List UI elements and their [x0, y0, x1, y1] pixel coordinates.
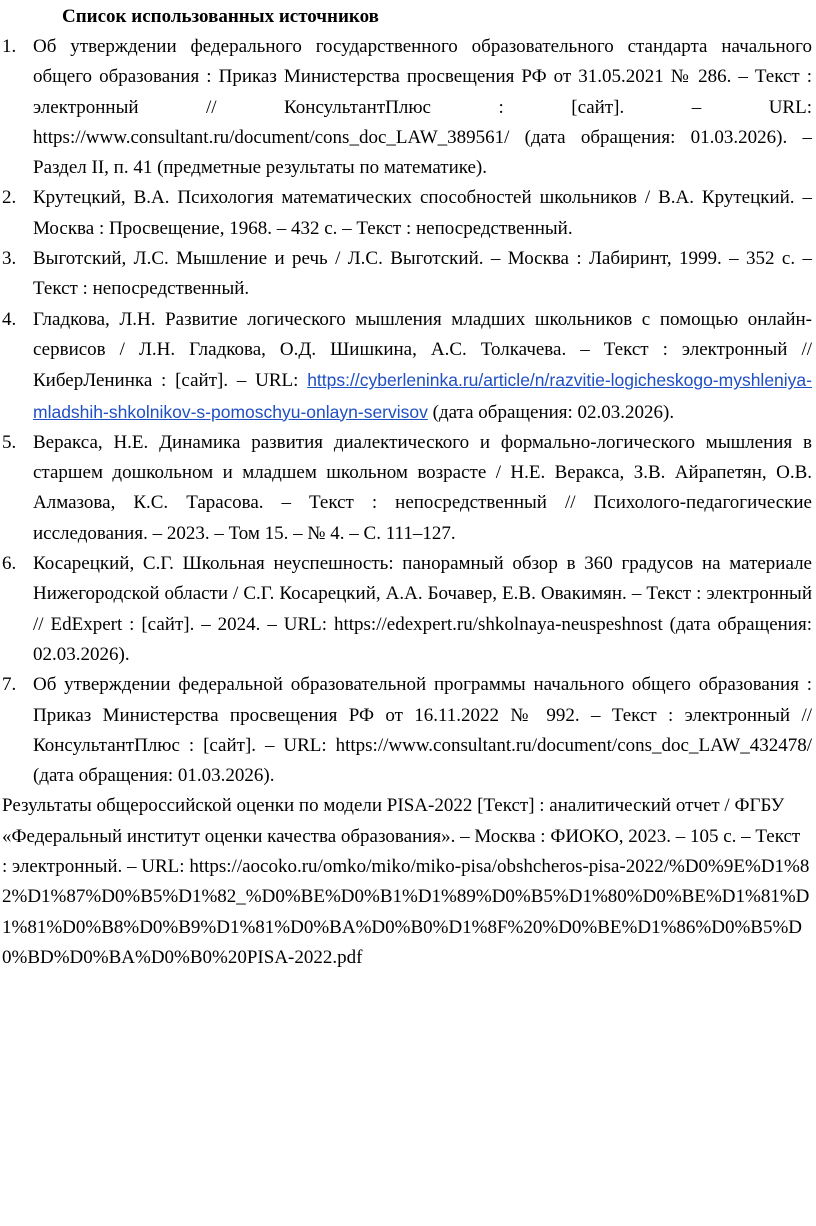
reference-text: Об утверждении федерального государственного образовательного стандарта начального общего образования : Приказ Министерства просвещения РФ от 31.05.2021 № 286. – Текст : электронный // КонсультантПлюс : [сайт]. – URL: https://www.consultant.ru/document/cons_doc_LAW_389561/ (дата обращения: 01.03.2026). – Раздел II, п. 41 (предметные результаты по математике). — [33, 36, 812, 179]
reference-text: Веракса, Н.Е. Динамика развития диалектического и формально-логического мышления в старшем дошкольном и младшем школьном возрасте / Н.Е. Веракса, З.В. Айрапетян, О.В. Алмазова, К.С. Тарасова. – Текст : непосредственный // Психолого-педагогические исследования. – 2023. – Том 15. – № 4. – С. 111–127. — [33, 431, 812, 544]
unnumbered-reference: Результаты общероссийской оценки по модели PISA-2022 [Текст] : аналитический отчет / ФГБУ «Федеральный институт оценки качества образования». – Москва : ФИОКО, 2023. – 105 с. – Текст : электронный. – URL: https://aocoko.ru/omko/miko/miko-pisa/obshcheros-pisa-2022/%D0%9E%D1%82%D1%87%D0%B5%D1%82_%D0%BE%D0%B1%D1%89%D0%B5%D1%80%D0%BE%D1%81%D1%81%D0%B8%D0%B9%D1%81%D0%BA%D0%B0%D1%8F%20%D0%BE%D1%86%D0%B5%D0%BD%D0%BA%D0%B0%20PISA-2022.pdf — [2, 795, 810, 968]
reference-number: 4. — [2, 308, 17, 330]
reference-item-7 — [2, 670, 814, 791]
reference-item-1 — [2, 32, 814, 183]
reference-number: 6. — [2, 553, 17, 575]
reference-number: 3. — [2, 248, 17, 270]
reference-number: 5. — [2, 431, 17, 453]
reference-text-after: (дата обращения: 02.03.2026). — [427, 401, 675, 423]
reference-text: Косарецкий, С.Г. Школьная неуспешность: панорамный обзор в 360 градусов на материале Нижегородской области / С.Г. Косарецкий, А.А. Бочавер, Е.В. Овакимян. – Текст : электронный // EdExpert : [сайт]. – 2024. – URL: https://edexpert.ru/shkolnaya-neuspeshnost (дата обращения: 02.03.2026). — [33, 553, 812, 665]
reference-text-before: Гладкова, Л.Н. Развитие логического мышления младших школьников с помощью онлайн-сервисов / Л.Н. Гладкова, О.Д. Шишкина, А.С. Толкачева. – Текст : электронный // КиберЛенинка : [сайт]. – URL: — [33, 308, 812, 392]
cyberleninka-link[interactable]: https://cyberleninka.ru/article/n/razvitie-logicheskogo-myshleniya-mladshih-shkolnikov-s-pomoschyu-onlayn-servisov — [33, 370, 812, 422]
reference-item-5 — [2, 428, 814, 549]
reference-item-4 — [2, 305, 814, 428]
document-page — [0, 2, 816, 1226]
page-title: Список использованных источников — [62, 6, 379, 27]
reference-item-3 — [2, 244, 814, 305]
reference-text — [33, 305, 812, 428]
reference-text: Выготский, Л.С. Мышление и речь / Л.С. Выготский. – Москва : Лабиринт, 1999. – 352 с. – Текст : непосредственный. — [33, 248, 812, 300]
reference-list — [2, 32, 814, 791]
reference-number: 1. — [2, 36, 17, 57]
reference-number: 7. — [2, 674, 17, 696]
reference-item-6 — [2, 549, 814, 670]
reference-text: Об утверждении федеральной образовательной программы начального общего образования : Приказ Министерства просвещения РФ от 16.11.2022 № 992. – Текст : электронный // КонсультантПлюс : [сайт]. – URL: https://www.consultant.ru/document/cons_doc_LAW_432478/ (дата обращения: 01.03.2026). — [33, 674, 812, 787]
reference-item-2 — [2, 183, 814, 244]
reference-text: Крутецкий, В.А. Психология математических способностей школьников / В.А. Крутецкий. – Москва : Просвещение, 1968. – 432 с. – Текст : непосредственный. — [33, 187, 812, 239]
reference-number: 2. — [2, 187, 17, 209]
